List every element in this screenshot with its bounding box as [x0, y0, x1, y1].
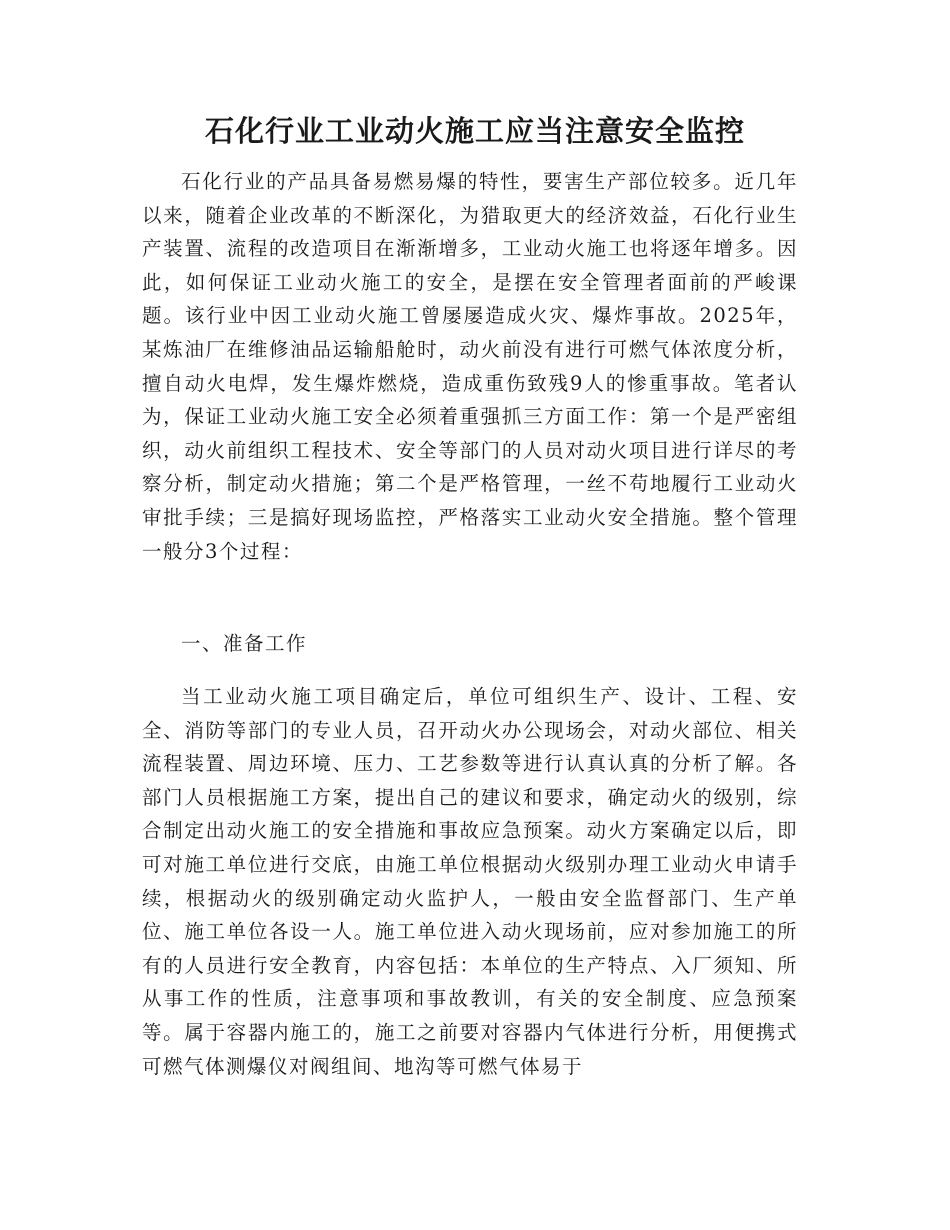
- preparation-paragraph: 当工业动火施工项目确定后，单位可组织生产、设计、工程、安全、消防等部门的专业人员，召开动火办公现场会，对动火部位、相关流程装置、周边环境、压力、工艺参数等进行认真认真的分析了解。各部门人员根据施工方案，提出自己的建议和要求，确定动火的级别，综合制定出动火施工的安全措施和事故应急预案。动火方案确定以后，即可对施工单位进行交底，由施工单位根据动火级别办理工业动火申请手续，根据动火的级别确定动火监护人，一般由安全监督部门、生产单位、施工单位各设一人。施工单位进入动火现场前，应对参加施工的所有的人员进行安全教育，内容包括：本单位的生产特点、入厂须知、所从事工作的性质，注意事项和事故教训，有关的安全制度、应急预案等。属于容器内施工的，施工之前要对容器内气体进行分析，用便携式可燃气体测爆仪对阀组间、地沟等可燃气体易于: [142, 685, 798, 1078]
- intro-paragraph: 石化行业的产品具备易燃易爆的特性，要害生产部位较多。近几年以来，随着企业改革的不断深化，为猎取更大的经济效益，石化行业生产装置、流程的改造项目在渐渐增多，工业动火施工也将逐年增多。因此，如何保证工业动火施工的安全，是摆在安全管理者面前的严峻课题。该行业中因工业动火施工曾屡屡造成火灾、爆炸事故。2025年，某炼油厂在维修油品运输船舱时，动火前没有进行可燃气体浓度分析，擅自动火电焊，发生爆炸燃烧，造成重伤致残9人的惨重事故。笔者认为，保证工业动火施工安全必须着重强抓三方面工作：第一个是严密组织，动火前组织工程技术、安全等部门的人员对动火项目进行详尽的考察分析，制定动火措施；第二个是严格管理，一丝不苟地履行工业动火审批手续；三是搞好现场监控，严格落实工业动火安全措施。整个管理一般分3个过程：: [142, 170, 798, 563]
- document-title: 石化行业工业动火施工应当注意安全监控: [204, 114, 745, 148]
- section-heading: 一、准备工作: [181, 632, 308, 655]
